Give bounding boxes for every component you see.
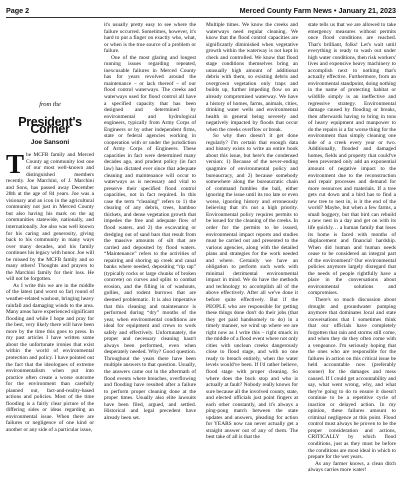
column-masthead [6, 22, 94, 146]
column-1 [6, 22, 94, 478]
paragraph: As any farmer knows, a clean ditch always carries more water! [308, 460, 396, 474]
masthead-from: from the [39, 101, 61, 108]
page-number: Page 2 [6, 5, 30, 15]
paragraph: So why then doesn't it get done regularly? I'm certain that enough data and history exists to write an entire book about this issue, but here's the condensed version: 1) Because of the never-ending quagmire of environmental policy and bureaucracy, and 2) because somebody somewhere along the bureaucratic chain of command fumbles the ball, either ignoring the issue until its too late or even worse, ignoring history and erroneously believing that it's not a high priority. Environmental policy requires permits to be issued for the cleaning of the creeks. In order for the permits to be issued, environmental impact reports and studies must be carried out and presented to the various agencies, along with the detailed plans and strategies for the work needed and where. Certainly we have an obligation to perform such work with minimal detrimental environmental impact in mind. We do have the methods and technology to accomplish all of the above effectively. After all we've done it before quite effectively. But if the PEOPLE who are responsible for getting these things done don't do their jobs (that they get paid handsomely to do) in a timely manner, we wind up where we are right now as I write this – right smack in the middle of a flood event where not only cities with unclean creeks dangerously close to flood stage, and with no one ready to breach entirely, when the water levels would've been. If I'd rather believe, flood stage with proper cleaning. So where does the buck stop and who is actually at fault? Nobody really knows for sure because all the involved county, state, and elected officials just point fingers at each other constantly, and it's always a ping-pong match between the state updates and answers, pleading for action for YEARS now can never actually get a straight answer out of any of them. The best take of all is that the [206, 133, 298, 441]
header-rule [6, 17, 396, 18]
column-1-text [6, 152, 94, 478]
paragraph: state tells us that we are allowed to take emergency measures without permits once flood conditions are reached. That's brilliant, folks! Let's wait until everything is ready to wash out under high water conditions, then risk workers' lives and expensive heavy machinery to accomplish next to nothing that's actually effective. Furthermore, from an environmental standpoint, doing nothing in the name of protecting habitat or wildlife simply is an ineffective and regressive strategy. Environmental damage caused by flooding or breaks, then afterwards having to bring in tons of heavy equipment and manpower to do the repairs is a far worse thing for the environment than simply cleaning one side of a creek every year or two. Additionally, flooded and damaged homes, fields and property that could've been prevented only add an exponential amount of negative impact to the environment due to the reconstruction and repair processes and demand for more resources and materials. If a tree gets cut down and a bird has to find a new tree to nest in, is it the end of the world? Maybe, but when a few farms, a small hoggery, but that bird can rebuild a new nest in a day and get on with its life quickly… a human family that loses its home is faced with months of displacement and financial hardship. When did human and human needs cease to be considered an integral part of the environment? Our environmental policies anymore largely disregard that the needs of people rightfully have a place in the conversations about environmental solutions and compromises. [308, 22, 396, 297]
column-4 [308, 22, 396, 478]
drop-cap: T [6, 152, 25, 179]
paragraph: Multiple times. We know the creeks and waterways need regular cleaning. We know that the flood control capacities are significantly diminished when vegetative growth within the waterway is not kept in check and controlled. We know that flood stage conditions themselves bring an unusually high amount of additional debris with them, so existing debris and overgrown vegetation only traps and builds up, further impeding flow on an already compromised waterway. We have a history of homes, farms, animals, cities, drinking water wells and environmental health in general being severely and negatively impacted by floods that occur when the creeks overflow or break. [206, 22, 298, 133]
masthead-title: President's Corner [18, 115, 82, 136]
column-2 [104, 22, 196, 478]
masthead-author: Joe Sansoni [30, 139, 70, 146]
paragraph: One of the most glaring and longest running issues regarding repeated, inexcusable failures in Merced County has for years revolved around the maintenance – or lack thereof – of our flood control waterways. The creeks and waterways used for flood control all have a specified capacity that has been designed and determined by environmental and hydrological engineers, typically from Army Corps of Engineers or by other independent firms, state or federal agencies working in cooperation with or under the jurisdiction of Army Corps of Engineers. These capacities in fact were determined many decades ago, and prudent policy (in fact law) has dictated ever since that adequate cleaning and maintenance will occur to waterways as is necessary and vital to preserve their specified flood control capacities, not in fact required. In this case the term “cleaning” refers to 1) the clearing of any debris, trees, bamboo thickets, and dense vegetation growth that impedes the free and adequate flow of flood waters, and 2) the excavating or dredging out of sand bars that result from the massive amounts of silt that are carried and deposited by flood waters. “Maintenance” refers to the activities of repairing and shoring up creek and canal banks where needed, depositing “rip rap” (typically rocks or large chunks of broken concrete) on curves and splits to combat erosion, and the filling in of washouts, gullies, and rodent burrows that are deemed problematic. It is also imperative that this cleaning and maintenance is performed during “dry” months of the year, when environmental conditions are ideal for equipment and crews to work safely and effectively. Unfortunately, the proper and necessary cleaning hasn't always been performed, even when desperately needed. Why? Good question. Throughout the years there have been multiple answers to that question. Usually, the answers came out in the aftermath of flood events where breaches, overflowing and flooding have resulted after a failure to perform proper cleaning done at the proper times. Usually also elite lawsuits have been filed, argued, and settled. Historical and legal precedent have already been set. [104, 54, 196, 421]
paragraph: The MCFB family and Merced County ag community lost one of our most well-known and distinguished members recently. Joe Marchini, of J. Marchini and Sons, has passed away December 28th at the age of 84 years. Joe was a visionary and an icon in the agricultural community not just in Merced County but also having his mark on the ag communities statewide, nationally, and internationally. Joe also was well known for his caring and generosity, giving back to his community in many ways over many decades, and his family continues his legacy with honor. Joe will be missed by the MCFB family and so many others! Thoughts and prayers to the Marchini family for their loss. He will not be forgotten. [6, 152, 94, 283]
paragraph: As I write this we are in the middle of the latest (and worst so far) round of weather-related washout, bringing heavy rainfall and damaging winds to the area. Many areas have experienced significant flooding and while I hope and pray for the best, very likely there will have been more by the time this goes to press. In my past articles I have written some about the unfortunate ironies that exist within the world of environmental protection and policy. I have pointed out the fact that the ideologues of extreme environmentalism when put into practice often create a worse outcome for the environment than carefully planned out, fact-and-reality-based actions and policies. Most of the time flooding is a fairly clear picture of the differing sides or ideas regarding an environmental issue. When there are failures or negligence of one kind or another or any side of a particular issue, [6, 282, 94, 433]
paragraph: it's usually pretty easy to see where the failure occurred. Sometimes, however, it's hard to put a finger on exactly who, what, or when is the true source of a problem or failure. [104, 22, 196, 55]
paragraph: There's so much discussion about drought and groundwater pumping anymore that dominates local and state conversations that I sometimes think that our officials have completely forgotten that rain and storms still come, and when they do they often come with a vengeance. I'm seriously hoping that the ones who are responsible for the failures in action on this critical issue be held accountable now (preferably sooner) for the damages and mess caused. If I could get accountability and say, what went wrong, why, and what they're going to do to ensure it doesn't continue to be a repetitive cycle of inaction or delayed action. In my opinion, these failures amount to criminal negligence at this point. Flood control must always be proven to be the proper consideration and actions, CRITICALLY by which flood conditions, just as they must be before the conditions are most ideal in which to prepare for the wet years. [308, 296, 396, 461]
page-header [6, 2, 396, 18]
column-3 [206, 22, 298, 478]
paper-title-date: Merced County Farm News • January 21, 2023 [239, 5, 396, 15]
